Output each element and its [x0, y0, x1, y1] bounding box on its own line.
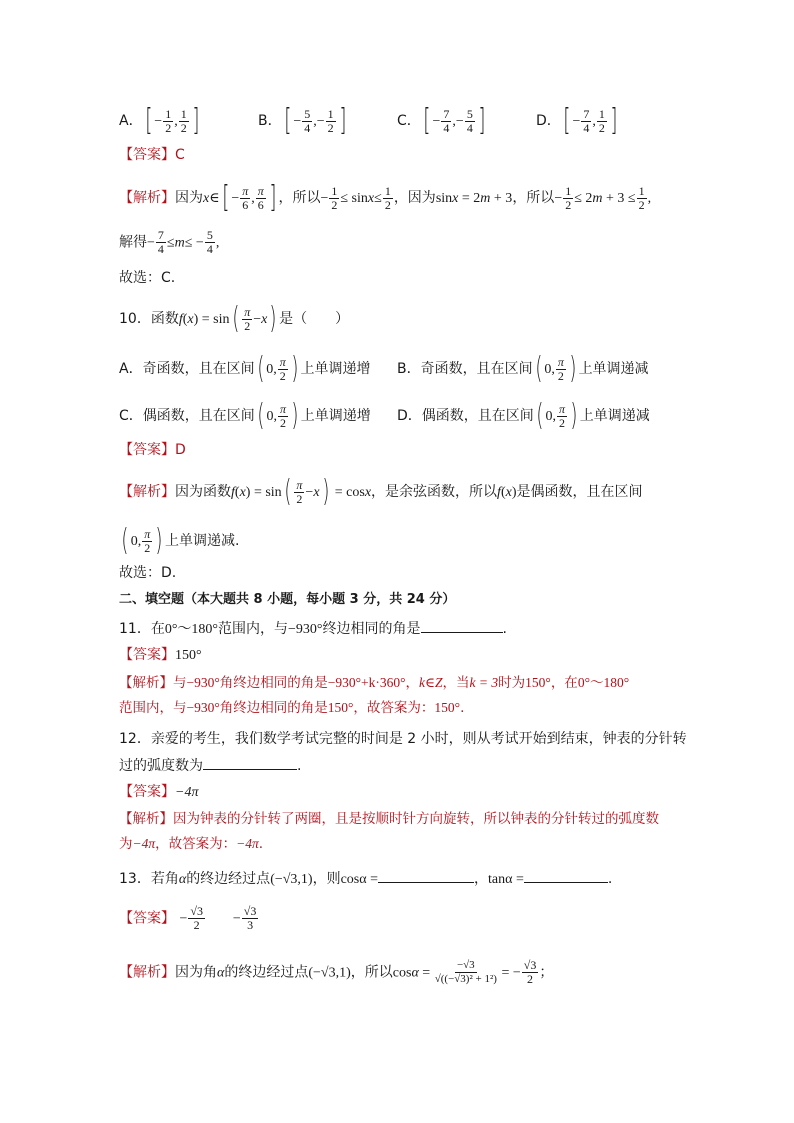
text: 11．在 [119, 621, 165, 637]
q12-stem-line1 [119, 729, 687, 749]
q13-answer: 【答案】 − $\frac{√3}{2}$ − $\frac{√3}{3}$ [119, 904, 257, 932]
analysis-tag: 【解析】 [119, 964, 175, 981]
text: ，因为 [393, 190, 436, 206]
text: ，故答案为： [155, 836, 237, 852]
q12-answer [119, 782, 198, 803]
option-d: D．[ − $\frac{7}{4}$ , $\frac{1}{2}$ ] [536, 103, 618, 138]
denominator: 4 [583, 120, 590, 135]
denominator: 2 [165, 120, 172, 135]
result-fraction [522, 959, 539, 986]
text: 时为 [498, 675, 526, 691]
q11-stem: 11．在0°～180°范围内，与−930°终边相同的角是 . [119, 618, 507, 640]
cos-fraction [435, 959, 497, 986]
answer-blank[interactable] [203, 755, 297, 770]
text: A．奇函数，且在区间 [119, 361, 255, 377]
text: ，故答案为： [353, 700, 435, 716]
text: 10．函数 [119, 311, 179, 327]
text: 150° [434, 700, 461, 715]
denominator: 3 [247, 918, 254, 932]
text: −930° [186, 700, 220, 715]
q10-stem: 10．函数f(x) = sin( $\frac{\pi}{2}$ −x) 是（ ） [119, 301, 350, 336]
fraction [581, 108, 591, 135]
text: (−√3,1) [308, 965, 351, 981]
text: ，在 [550, 675, 578, 691]
answer-value: 150° [175, 648, 202, 663]
text: ， [474, 871, 488, 887]
q11-analysis-line2 [119, 698, 464, 718]
text: C．偶函数，且在区间 [119, 408, 255, 424]
text: cosα = [340, 872, 378, 887]
text: 的终边经过点 [186, 871, 271, 887]
denominator: 4 [443, 120, 450, 135]
text: 150° [525, 675, 551, 690]
text: 12．亲爱的考生，我们数学考试完整的时间是 2 小时，则从考试开始到结束，钟表的分针转 [119, 731, 687, 747]
denominator: 2 [527, 972, 534, 986]
q9-conclusion [119, 268, 175, 288]
q11-analysis-line1 [119, 673, 629, 693]
denominator: 2 [327, 120, 334, 135]
option-a-label: A． [119, 113, 143, 129]
text: 范围内，与 [218, 621, 289, 637]
denominator: 4 [304, 120, 311, 135]
q13-stem: 13．若角α的终边经过点(−√3,1)，则cosα = ，tanα = . [119, 868, 612, 890]
fraction [441, 108, 451, 135]
q9-analysis-line2: 解得− $\frac{7}{4}$ ≤m≤ − $\frac{5}{4}$ , [119, 228, 220, 256]
q13-analysis-line1: 【解析】因为角α的终边经过点(−√3,1)，所以cosα = $\frac{-√3}{\text{√((−√3)² + 1²)}}$ = − $\frac{√3}{2}$ ； [119, 958, 554, 986]
denominator: 2 [193, 918, 200, 932]
text: D．偶函数，且在区间 [397, 408, 534, 424]
numerator: √3 [523, 958, 537, 972]
text: 解得 [119, 234, 147, 251]
option-b: B．[ − $\frac{5}{4}$ ,− $\frac{1}{2}$ ] [258, 103, 347, 138]
option-d-label: D． [536, 113, 561, 129]
text: 故选：C. [119, 270, 176, 286]
denominator: 4 [466, 120, 473, 135]
numerator: 1 [165, 106, 172, 121]
answer-value: C [175, 147, 185, 163]
text: B．奇函数，且在区间 [397, 361, 533, 377]
fraction [326, 108, 336, 135]
numerator: 1 [327, 106, 334, 121]
numerator: √3 [243, 904, 257, 918]
text: 上单调递减 [578, 361, 649, 377]
q10-option-b: B．奇函数，且在区间( 0, $\frac{\pi}{2}$ ) 上单调递减 [397, 351, 649, 386]
fraction [465, 108, 475, 135]
tan-answer-blank[interactable] [524, 868, 608, 883]
text: ，所以 [512, 190, 555, 206]
numerator: √3 [190, 904, 203, 918]
text: −4π [236, 836, 259, 851]
text: 上单调递减. [164, 533, 240, 549]
text: 范围内，与 [119, 700, 187, 716]
text: ，则 [312, 871, 341, 887]
text: 过的弧度数为 [119, 758, 203, 774]
q10-answer [119, 440, 186, 460]
q10-conclusion [119, 563, 176, 583]
q10-analysis-line2: ( 0, $\frac{\pi}{2}$ ) 上单调递减. [121, 523, 240, 558]
text: 因为角 [175, 964, 217, 981]
option-c: C．[ − $\frac{7}{4}$ ,− $\frac{5}{4}$ ] [397, 103, 486, 138]
answer-tag: 【答案】 [119, 910, 175, 927]
text: ，所以 [278, 190, 321, 206]
q10-analysis-line1: 【解析】因为函数f(x) = sin( $\frac{\pi}{2}$ −x) = cosx，是余弦函数，所以f(x)是偶函数，且在区间 [119, 474, 643, 509]
text: −930° [288, 622, 323, 637]
q10-option-c: C．偶函数，且在区间( 0, $\frac{\pi}{2}$ ) 上单调递增 [119, 398, 371, 433]
cos-answer-blank[interactable] [378, 868, 474, 883]
text: α [217, 965, 225, 981]
fraction [597, 108, 607, 135]
denominator: 2 [598, 120, 605, 135]
analysis-tag: 【解析】 [119, 484, 175, 500]
text: (−√3,1) [270, 872, 313, 887]
text: 为 [119, 836, 133, 852]
text: −930°+k·360° [327, 675, 406, 690]
text: 与 [173, 675, 187, 691]
text: 0°～180° [164, 622, 219, 637]
text: ； [539, 964, 554, 981]
text: 角终边相同的角是 [219, 675, 328, 691]
answer-value: −4π [175, 785, 199, 800]
text: ， [405, 675, 420, 691]
q12-analysis-line2 [119, 834, 263, 854]
numerator: 1 [598, 106, 605, 121]
answer-tag: 【答案】 [119, 442, 175, 458]
text: . [460, 700, 465, 716]
text: . [258, 836, 264, 852]
q10-option-d: D．偶函数，且在区间( 0, $\frac{\pi}{2}$ ) 上单调递减 [397, 398, 650, 433]
answer-value: D [175, 442, 186, 458]
answer-blank[interactable] [421, 618, 503, 633]
text: 因为函数 [175, 484, 231, 500]
text: tanα = [488, 872, 524, 887]
numerator: −√3 [456, 959, 475, 971]
text: ，所以 [350, 964, 393, 981]
numerator: 5 [466, 106, 473, 121]
q12-stem-line2: 过的弧度数为 . [119, 755, 301, 776]
text: 故选：D. [119, 565, 177, 581]
denominator: √((−√3)² + 1²) [434, 973, 497, 985]
text: k = 3 [469, 675, 499, 690]
text: −4π [132, 836, 156, 851]
section-heading [119, 590, 455, 610]
text: ，是余弦函数，所以 [371, 484, 498, 500]
text: 13．若角 [119, 871, 179, 887]
option-c-label: C． [397, 113, 421, 129]
analysis-tag: 【解析】 [119, 811, 173, 827]
q12-analysis-line1 [119, 809, 659, 829]
text: 上单调递减 [579, 408, 650, 424]
numerator: 5 [304, 106, 311, 121]
text: 二、填空题（本大题共 8 小题，每小题 3 分，共 24 分） [119, 592, 456, 607]
text: ，当 [442, 675, 470, 691]
answer-tag: 【答案】 [119, 647, 175, 663]
text: −930° [186, 675, 220, 690]
numerator: 7 [583, 106, 590, 121]
text: 因为 [175, 190, 203, 206]
text: 上单调递增 [300, 361, 371, 377]
numerator: 7 [443, 106, 450, 121]
q10-option-a: A．奇函数，且在区间( 0, $\frac{\pi}{2}$ ) 上单调递增 [119, 351, 371, 386]
text: k∈Z [419, 675, 443, 690]
fraction [179, 108, 189, 135]
answer-cos-fraction [188, 905, 205, 932]
option-b-label: B． [258, 113, 282, 129]
q11-answer [119, 645, 202, 666]
text: 0°～180° [577, 675, 630, 690]
text: 上单调递增 [300, 408, 371, 424]
answer-tag: 【答案】 [119, 147, 175, 163]
analysis-tag: 【解析】 [119, 190, 175, 206]
option-a: A．[ − $\frac{1}{2}$ , $\frac{1}{2}$ ] [119, 103, 200, 138]
text: 是（ ） [279, 311, 350, 327]
text: 终边相同的角是 [322, 621, 421, 637]
q9-analysis-line1: 【解析】因为x∈[ − $\frac{\pi}{6}$ , $\frac{\pi}{6}$ ] ，所以− $\frac{1}{2}$ ≤ sinx≤ $\frac{1}{2}$ ，因为sinx = 2m + 3，所以− $\frac{1}{2}$ ≤ 2m + 3 ≤ $\frac{1}{2}$ , [119, 180, 652, 215]
denominator: 2 [180, 120, 187, 135]
numerator: 1 [180, 106, 187, 121]
q9-answer [119, 145, 185, 165]
text: 是偶函数，且在区间 [516, 484, 643, 500]
text: 角终边相同的角是 [219, 700, 328, 716]
answer-tag: 【答案】 [119, 784, 175, 800]
text: 因为钟表的分针转了两圈，且是按顺时针方向旋转，所以钟表的分针转过的弧度数 [173, 811, 659, 827]
text: 的终边经过点 [224, 964, 309, 981]
text: 150° [327, 700, 354, 715]
fraction [302, 108, 312, 135]
analysis-tag: 【解析】 [119, 675, 173, 691]
answer-tan-fraction [242, 905, 259, 932]
fraction [163, 108, 173, 135]
text: α [178, 872, 187, 887]
